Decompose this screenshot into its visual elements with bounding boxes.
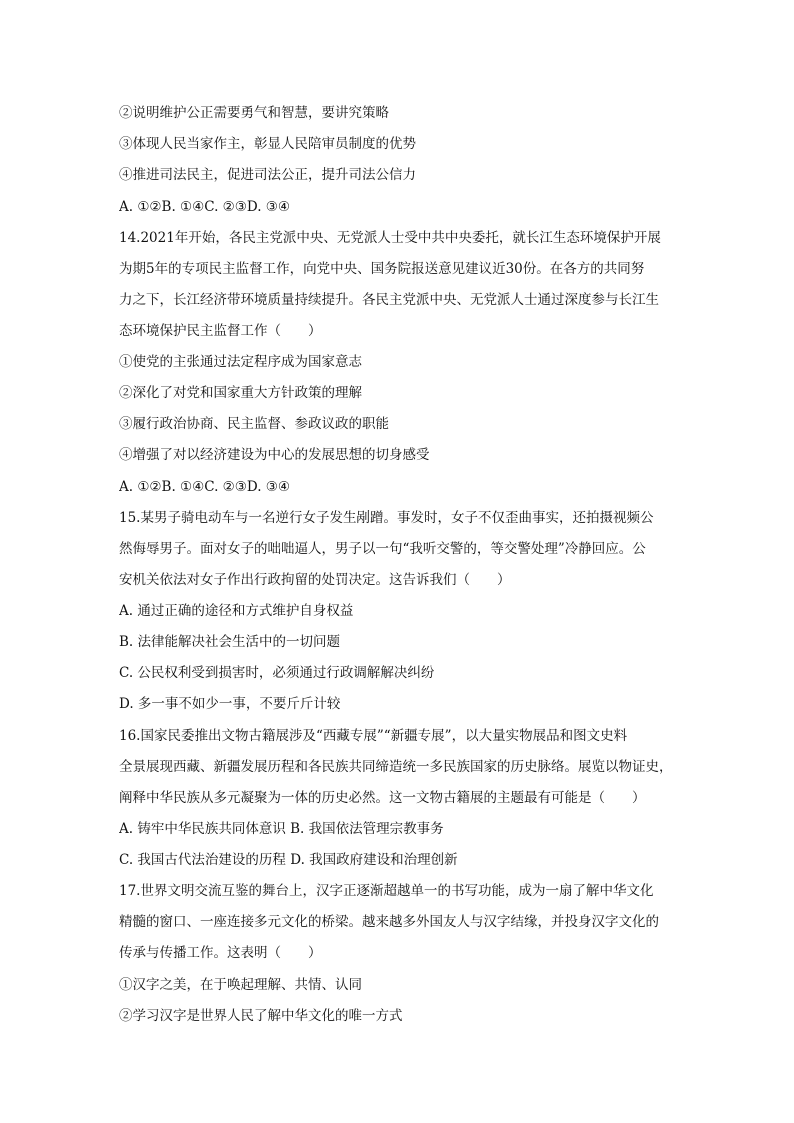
answer-option: A. 通过正确的途径和方式维护自身权益 [119,603,354,619]
question-15-text: 15.某男子骑电动车与一名逆行女子发生剐蹭。事发时，女子不仅歪曲事实，还拍摄视频公 [119,510,654,526]
question-16-text: 阐释中华民族从多元凝聚为一体的历史必然。这一文物古籍展的主题最有可能是（ ） [119,790,646,806]
text-line: ②深化了对党和国家重大方针政策的理解 [119,385,362,401]
question-15-text: 安机关依法对女子作出行政拘留的处罚决定。这告诉我们（ ） [119,572,511,588]
text-line: ④推进司法民主，促进司法公正，提升司法公信力 [119,167,416,183]
answer-options: A. 铸牢中华民族共同体意识 B. 我国依法管理宗教事务 [119,821,444,837]
text-line: ①汉字之美，在于唤起理解、共情、认同 [119,977,362,993]
question-17-text: 传承与传播工作。这表明（ ） [119,945,322,961]
text-line: ②说明维护公正需要勇气和智慧，要讲究策略 [119,105,389,121]
answer-option: D. 多一事不如少一事，不要斤斤计较 [119,696,341,712]
question-15-text: 然侮辱男子。面对女子的咄咄逼人，男子以一句“我听交警的，等交警处理”冷静回应。公 [119,541,646,557]
question-17-text: 精髓的窗口、一座连接多元文化的桥梁。越来越多外国友人与汉字结缘，并投身汉字文化的 [119,914,659,930]
text-line: ①使党的主张通过法定程序成为国家意志 [119,354,362,370]
question-16-text: 16.国家民委推出文物古籍展涉及“西藏专展”“新疆专展”，以大量实物展品和图文史料 [119,728,628,744]
question-14-text: 力之下，长江经济带环境质量持续提升。各民主党派中央、无党派人士通过深度参与长江生 [119,292,659,308]
answer-options: A. ①②B. ①④C. ②③D. ③④ [119,479,291,495]
question-17-text: 17.世界文明交流互鉴的舞台上，汉字正逐渐超越单一的书写功能，成为一扇了解中华文化 [119,883,654,899]
text-line: ③体现人民当家作主，彰显人民陪审员制度的优势 [119,136,416,152]
text-line: ③履行政治协商、民主监督、参政议政的职能 [119,416,389,432]
answer-options: C. 我国古代法治建设的历程 D. 我国政府建设和治理创新 [119,852,458,868]
answer-options: A. ①②B. ①④C. ②③D. ③④ [119,199,291,215]
text-line: ②学习汉字是世界人民了解中华文化的唯一方式 [119,1008,403,1024]
question-16-text: 全景展现西藏、新疆发展历程和各民族共同缔造统一多民族国家的历史脉络。展览以物证史， [119,759,673,775]
question-14-text: 态环境保护民主监督工作（ ） [119,323,322,339]
question-14-text: 为期5年的专项民主监督工作，向党中央、国务院报送意见建议近30份。在各方的共同努 [119,261,645,277]
answer-option: B. 法律能解决社会生活中的一切问题 [119,634,341,650]
question-14-text: 14.2021年开始，各民主党派中央、无党派人士受中共中央委托，就长江生态环境保护开展 [119,230,661,246]
text-line: ④增强了对以经济建设为中心的发展思想的切身感受 [119,447,430,463]
answer-option: C. 公民权利受到损害时，必须通过行政调解解决纠纷 [119,665,435,681]
